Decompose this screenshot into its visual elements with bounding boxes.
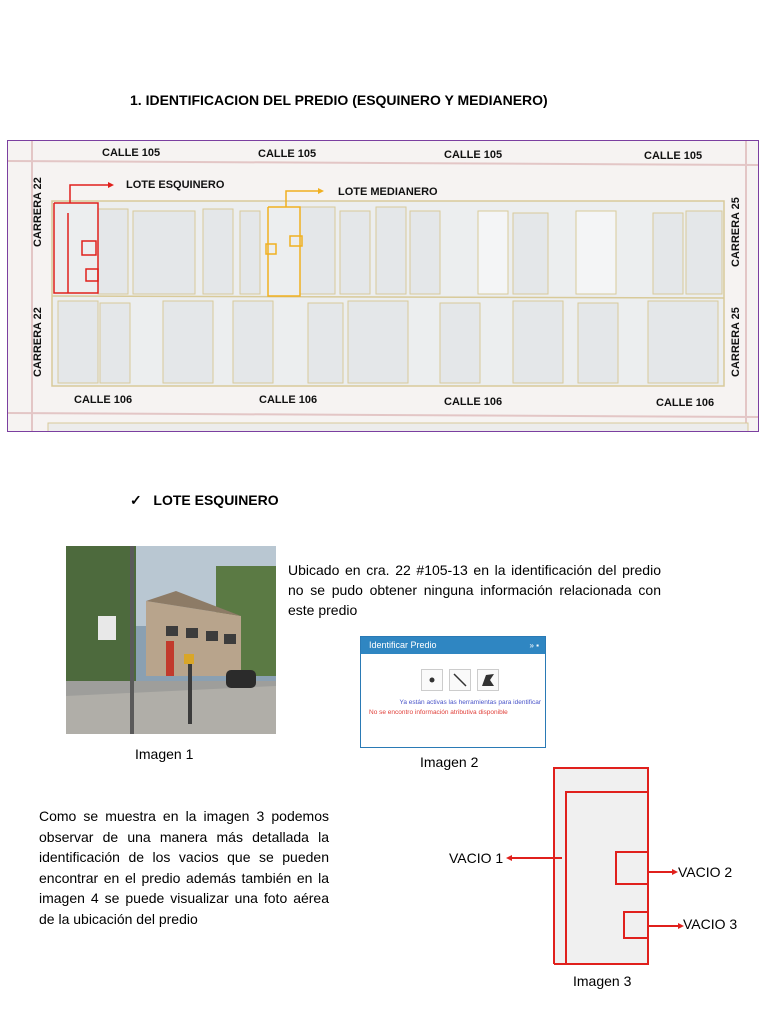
vacio-3-label: VACIO 3 [683, 916, 738, 932]
identificar-predio-panel [360, 636, 546, 748]
street-calle-106-2: CALLE 106 [259, 394, 318, 406]
page-heading: 1. IDENTIFICACION DEL PREDIO (ESQUINERO Y MEDIANERO) [130, 92, 548, 108]
caption-imagen-2: Imagen 2 [420, 754, 479, 770]
street-carrera-22-top: CARRERA 22 [32, 177, 44, 247]
street-calle-105-3: CALLE 105 [444, 149, 503, 161]
section-title [130, 492, 279, 509]
panel-error-message: No se encontro información atributiva disponible [369, 709, 508, 716]
paragraph-location: Ubicado en cra. 22 #105-13 en la identificación del predio no se pudo obtener ninguna información relacionada con este predio [288, 562, 661, 618]
street-carrera-25-top: CARRERA 25 [730, 197, 742, 267]
caption-imagen-1: Imagen 1 [135, 746, 194, 762]
street-calle-106-4: CALLE 106 [656, 397, 715, 409]
line-tool-icon[interactable] [449, 669, 471, 691]
street-calle-105-2: CALLE 105 [258, 148, 317, 160]
panel-titlebar [361, 637, 545, 654]
lote-medianero-label: LOTE MEDIANERO [338, 186, 438, 198]
street-carrera-22-bottom: CARRERA 22 [32, 307, 44, 377]
lot-diagram [440, 760, 760, 990]
panel-title: Identificar Predio [369, 640, 437, 650]
street-calle-105-1: CALLE 105 [102, 147, 161, 159]
street-carrera-25-bottom: CARRERA 25 [730, 307, 742, 377]
paragraph-explanation: Como se muestra en la imagen 3 podemos observar de una manera más detallada la identificación de los vacios que se pueden encontrar en el predio además también en la imagen 4 se puede visualizar una foto aérea de la ubicación del predio [39, 808, 329, 927]
caption-imagen-3: Imagen 3 [573, 973, 632, 989]
panel-controls[interactable]: » ▪ [529, 641, 539, 650]
block-map [7, 140, 759, 432]
lote-esquinero-label: LOTE ESQUINERO [126, 179, 225, 191]
street-calle-105-4: CALLE 105 [644, 150, 703, 162]
vacio-1-label: VACIO 1 [449, 850, 504, 866]
street-calle-106-1: CALLE 106 [74, 394, 133, 406]
street-photo [66, 546, 276, 734]
polygon-tool-icon[interactable] [477, 669, 499, 691]
street-calle-106-3: CALLE 106 [444, 396, 503, 408]
panel-info-message: Ya están activas las herramientas para identificar [399, 699, 541, 706]
vacio-2-label: VACIO 2 [678, 864, 733, 880]
point-tool-icon[interactable] [421, 669, 443, 691]
check-icon: ✓ [130, 492, 142, 508]
section-title-text: LOTE ESQUINERO [153, 492, 279, 508]
